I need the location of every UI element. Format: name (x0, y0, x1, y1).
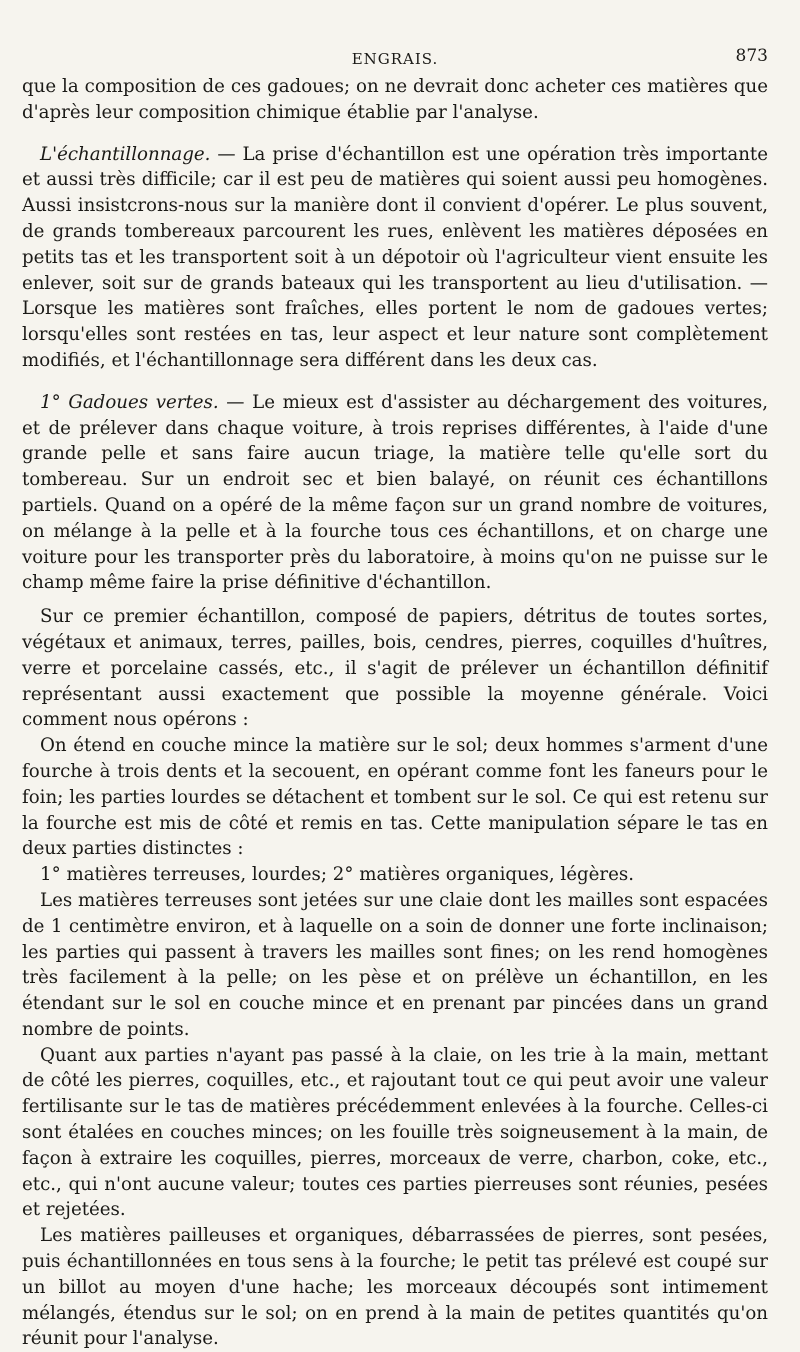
paragraph-text: Quant aux parties n'ayant pas passé à la claie, on les trie à la main, mettant de côté les pierres, coquilles, etc., et rajoutant tout ce qui peut avoir une valeur fertilisante sur le tas de matières précédemment enlevées à la fourche. Celles-ci sont étalées en couches minces; on les fouille très soigneusement à la main, de façon à extraire les coquilles, pierres, morceaux de verre, charbon, coke, etc., etc., qui n'ont aucune valeur; toutes ces parties pierreuses sont réunies, pesées et rejetées. (22, 1044, 768, 1221)
paragraph-claie (22, 1043, 768, 1224)
paragraph-text: que la composition de ces gadoues; on ne devrait donc acheter ces matières que d'après leur composition chimique établie par l'analyse. (22, 76, 768, 123)
paragraph-couche-mince (22, 733, 768, 862)
paragraph-echantillonnage (22, 142, 768, 374)
paragraph-intro (22, 74, 768, 126)
paragraph-pailleuses (22, 1223, 768, 1352)
body-text (22, 74, 768, 1352)
paragraph-terreuses (22, 888, 768, 1043)
paragraph-text: 1° matières terreuses, lourdes; 2° matières organiques, légères. (40, 864, 634, 886)
paragraph-categories (22, 862, 768, 888)
running-title: ENGRAIS. (351, 50, 439, 68)
paragraph-premier-echantillon (22, 604, 768, 733)
paragraph-text: — La prise d'échantillon est une opération très importante et aussi très difficile; car il est peu de matières qui soient aussi peu homogènes. Aussi insistcrons-nous sur la manière dont il convient d'opérer. Le plus souvent, de grands tombereaux parcourent les rues, enlèvent les matières déposées en petits tas et les transportent soit à un dépotoir où l'agriculteur vient ensuite les enlever, soit sur de grands bateaux qui les transportent au lieu d'utilisation. — Lorsque les matières sont fraîches, elles portent le nom de gadoues vertes; lorsqu'elles sont restées en tas, leur aspect et leur nature sont complètement modifiés, et l'échantillonnage sera différent dans les deux cas. (22, 143, 768, 371)
paragraph-text: Les matières pailleuses et organiques, débarrassées de pierres, sont pesées, puis échantillonnées en tous sens à la fourche; le petit tas prélevé est coupé sur un billot au moyen d'une hache; les morceaux découpés sont intimement mélangés, étendus sur le sol; on en prend à la main de petites quantités qu'on réunit pour l'analyse. (22, 1225, 768, 1350)
paragraph-text: Les matières terreuses sont jetées sur une claie dont les mailles sont espacées de 1 centimètre environ, et à laquelle on a soin de donner une forte inclinaison; les parties qui passent à travers les mailles sont fines; on les rend homogènes très facilement à la pelle; on les pèse et on prélève un échantillon, en les étendant sur le sol en couche mince et en prenant par pincées dans un grand nombre de points. (22, 889, 768, 1040)
section-title: L'échantillonnage. (40, 143, 211, 165)
page-header (22, 44, 768, 74)
book-page (22, 44, 768, 1350)
section-title: 1° Gadoues vertes. (40, 391, 219, 413)
paragraph-text: — Le mieux est d'assister au déchargement des voitures, et de prélever dans chaque voiture, à trois reprises différentes, à l'aide d'une grande pelle et sans faire aucun triage, la matière telle qu'elle sort du tombereau. Sur un endroit sec et bien balayé, on réunit ces échantillons partiels. Quand on a opéré de la même façon sur un grand nombre de voitures, on mélange à la pelle et à la fourche tous ces échantillons, et on charge une voiture pour les transporter près du laboratoire, à moins qu'on ne puisse sur le champ même faire la prise définitive d'échantillon. (22, 391, 768, 594)
paragraph-text: On étend en couche mince la matière sur le sol; deux hommes s'arment d'une fourche à trois dents et la secouent, en opérant comme font les faneurs pour le foin; les parties lourdes se détachent et tombent sur le sol. Ce qui est retenu sur la fourche est mis de côté et remis en tas. Cette manipulation sépare le tas en deux parties distinctes : (22, 735, 768, 860)
paragraph-text: Sur ce premier échantillon, composé de papiers, détritus de toutes sortes, végétaux et animaux, terres, pailles, bois, cendres, pierres, coquilles d'huîtres, verre et porcelaine cassés, etc., il s'agit de prélever un échantillon définitif représentant aussi exactement que possible la moyenne générale. Voici comment nous opérons : (22, 606, 768, 731)
page-number: 873 (735, 46, 768, 66)
paragraph-gadoues-vertes (22, 390, 768, 596)
